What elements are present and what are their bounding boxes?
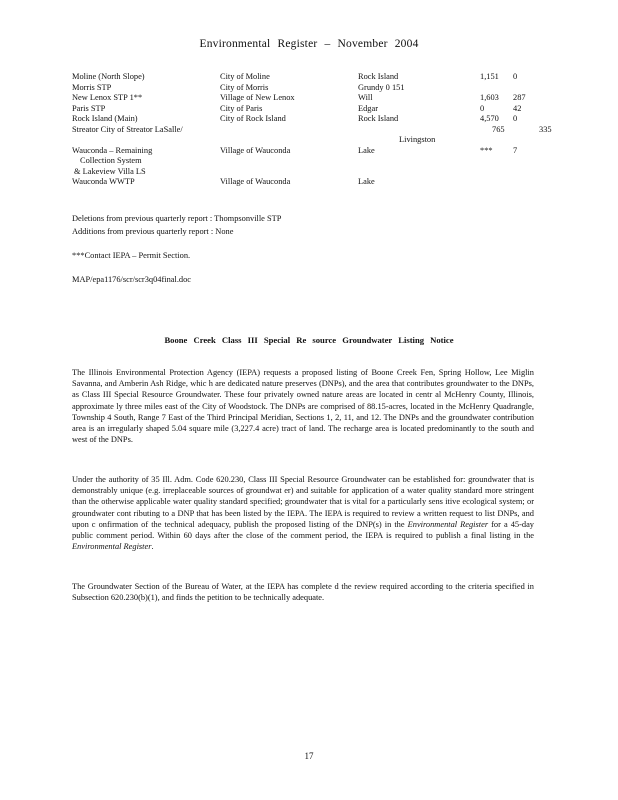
facility-name: & Lakeview Villa LS [74, 166, 146, 176]
population-value: 1,151 [480, 72, 499, 81]
dnp-value: 7 [513, 145, 518, 155]
table-row [72, 83, 562, 94]
register-title-italic-2: Environmental Register [72, 542, 152, 552]
table-row [72, 114, 562, 125]
facility-name: Wauconda – Remaining [72, 145, 153, 155]
facility-name: Collection System [80, 156, 142, 165]
county-name: Will [358, 93, 373, 102]
population-value: 0 [480, 103, 485, 113]
county-name: Grundy 0 151 [358, 82, 405, 92]
notice-paragraph-3: The Groundwater Section of the Bureau of Water, at the IEPA has complete d the review required according to the criteria specified in Subsection 620.230(b)(1), and finds the petition to be technically adequate. [72, 582, 534, 603]
population-value: 4,570 [480, 114, 499, 123]
notice-paragraph-2 [72, 474, 534, 552]
register-title-italic-1: Environmental Register [407, 519, 489, 529]
entity-name: Village of Wauconda [220, 177, 291, 186]
table-row [72, 167, 562, 178]
paragraph-2-continued: for a 45-day public comment period. Within 60 days after the close of the comment period, the IEPA is required to publish a final listing in the [72, 519, 534, 541]
table-row [72, 93, 562, 104]
paragraph-2-text: Under the authority of 35 Ill. Adm. Code 620.230, Class III Special Resource Groundwater can be established for: groundwater that is demonstrably unique (e.g. irreplaceable sources of groundwat er) and suitable for application of a water quality standard more stringent than the otherwise applicable water quality standard specified; groundwater that is vital for a particularly sens itive ecological system; or groundwater cont ributing to a DNP that has been listed by the IEPA. The IEPA is required to review a written request to list DNPs, and upon c onfirmation of the technical adequacy, publish the proposed listing of the DNP(s) in the [72, 475, 534, 529]
facility-name: Moline (North Slope) [72, 72, 145, 81]
dnp-value: 287 [513, 93, 526, 102]
county-name: Lake [358, 177, 375, 186]
county-name: Rock Island [358, 114, 399, 123]
facility-name: Streator City of Streator LaSalle/ [72, 124, 183, 134]
population-value: *** [480, 145, 493, 155]
entity-name: City of Paris [220, 103, 263, 113]
additions-line: Additions from previous quarterly report : None [72, 227, 234, 236]
facility-name: Wauconda WWTP [72, 177, 135, 186]
county-name: Rock Island [358, 72, 399, 81]
notice-paragraph-1: The Illinois Environmental Protection Agency (IEPA) requests a proposed listing of Boone Creek Fen, Spring Hollow, Lee Miglin Savanna, and Amberin Ash Ridge, whic h are dedicated nature preserves (DNPs), and the area that contributes groundwater to the DNPs, as Class III Special Resource Groundwater. These four privately owned nature areas are located in centr al McHenry County, Illinois, approximate ly three miles east of the City of Woodstock. The DNPs are comprised of 88.15-acres, located in the McHenry Quadrangle, Township 4 South, Range 7 East of the Third Principal Meridian, Sections 1, 2, 11, and 12. The DNPs and the groundwater contribution area is an irregularly shaped 5.04 square mile (3,227.4 acre) tract of land. The recharge area is located predominantly to the south and west of the DNPs. [72, 368, 534, 445]
map-file-reference: MAP/epa1176/scr/scr3q04final.doc [72, 275, 192, 284]
facility-name: Rock Island (Main) [72, 114, 138, 123]
entity-name: Village of Wauconda [220, 145, 291, 155]
entity-name: City of Morris [220, 82, 269, 92]
paragraph-2-end: . [151, 542, 154, 552]
dnp-value: 0 [513, 72, 518, 81]
dnp-value: 42 [513, 103, 522, 113]
facility-name: Morris STP [72, 82, 112, 92]
population-value: 1,603 [480, 93, 499, 102]
facility-name: New Lenox STP 1** [72, 93, 143, 102]
table-row [72, 156, 562, 167]
facility-name: Paris STP [72, 103, 106, 113]
table-row [72, 104, 562, 115]
table-row [72, 125, 562, 146]
entity-name: City of Moline [220, 72, 270, 81]
entity-name: Village of New Lenox [220, 93, 295, 102]
page-header: Environmental Register – November 2004 [199, 38, 419, 50]
population-value: 765 [492, 124, 505, 134]
table-row [72, 177, 562, 188]
county-name: Lake [358, 145, 375, 155]
dnp-value: 335 [539, 124, 552, 134]
dnp-value: 0 [513, 114, 518, 123]
deletions-line: Deletions from previous quarterly report : Thompsonville STP [72, 214, 282, 223]
page-number: 17 [304, 751, 314, 761]
contact-note: ***Contact IEPA – Permit Section. [72, 251, 191, 260]
table-row [72, 146, 562, 157]
entity-name: City of Rock Island [220, 114, 286, 123]
county-name: Edgar [358, 103, 378, 113]
notice-title: Boone Creek Class III Special Re source Groundwater Listing Notice [164, 335, 454, 345]
table-row [72, 72, 562, 83]
facility-table [72, 72, 562, 188]
county-name-continued: Livingston [399, 135, 436, 144]
